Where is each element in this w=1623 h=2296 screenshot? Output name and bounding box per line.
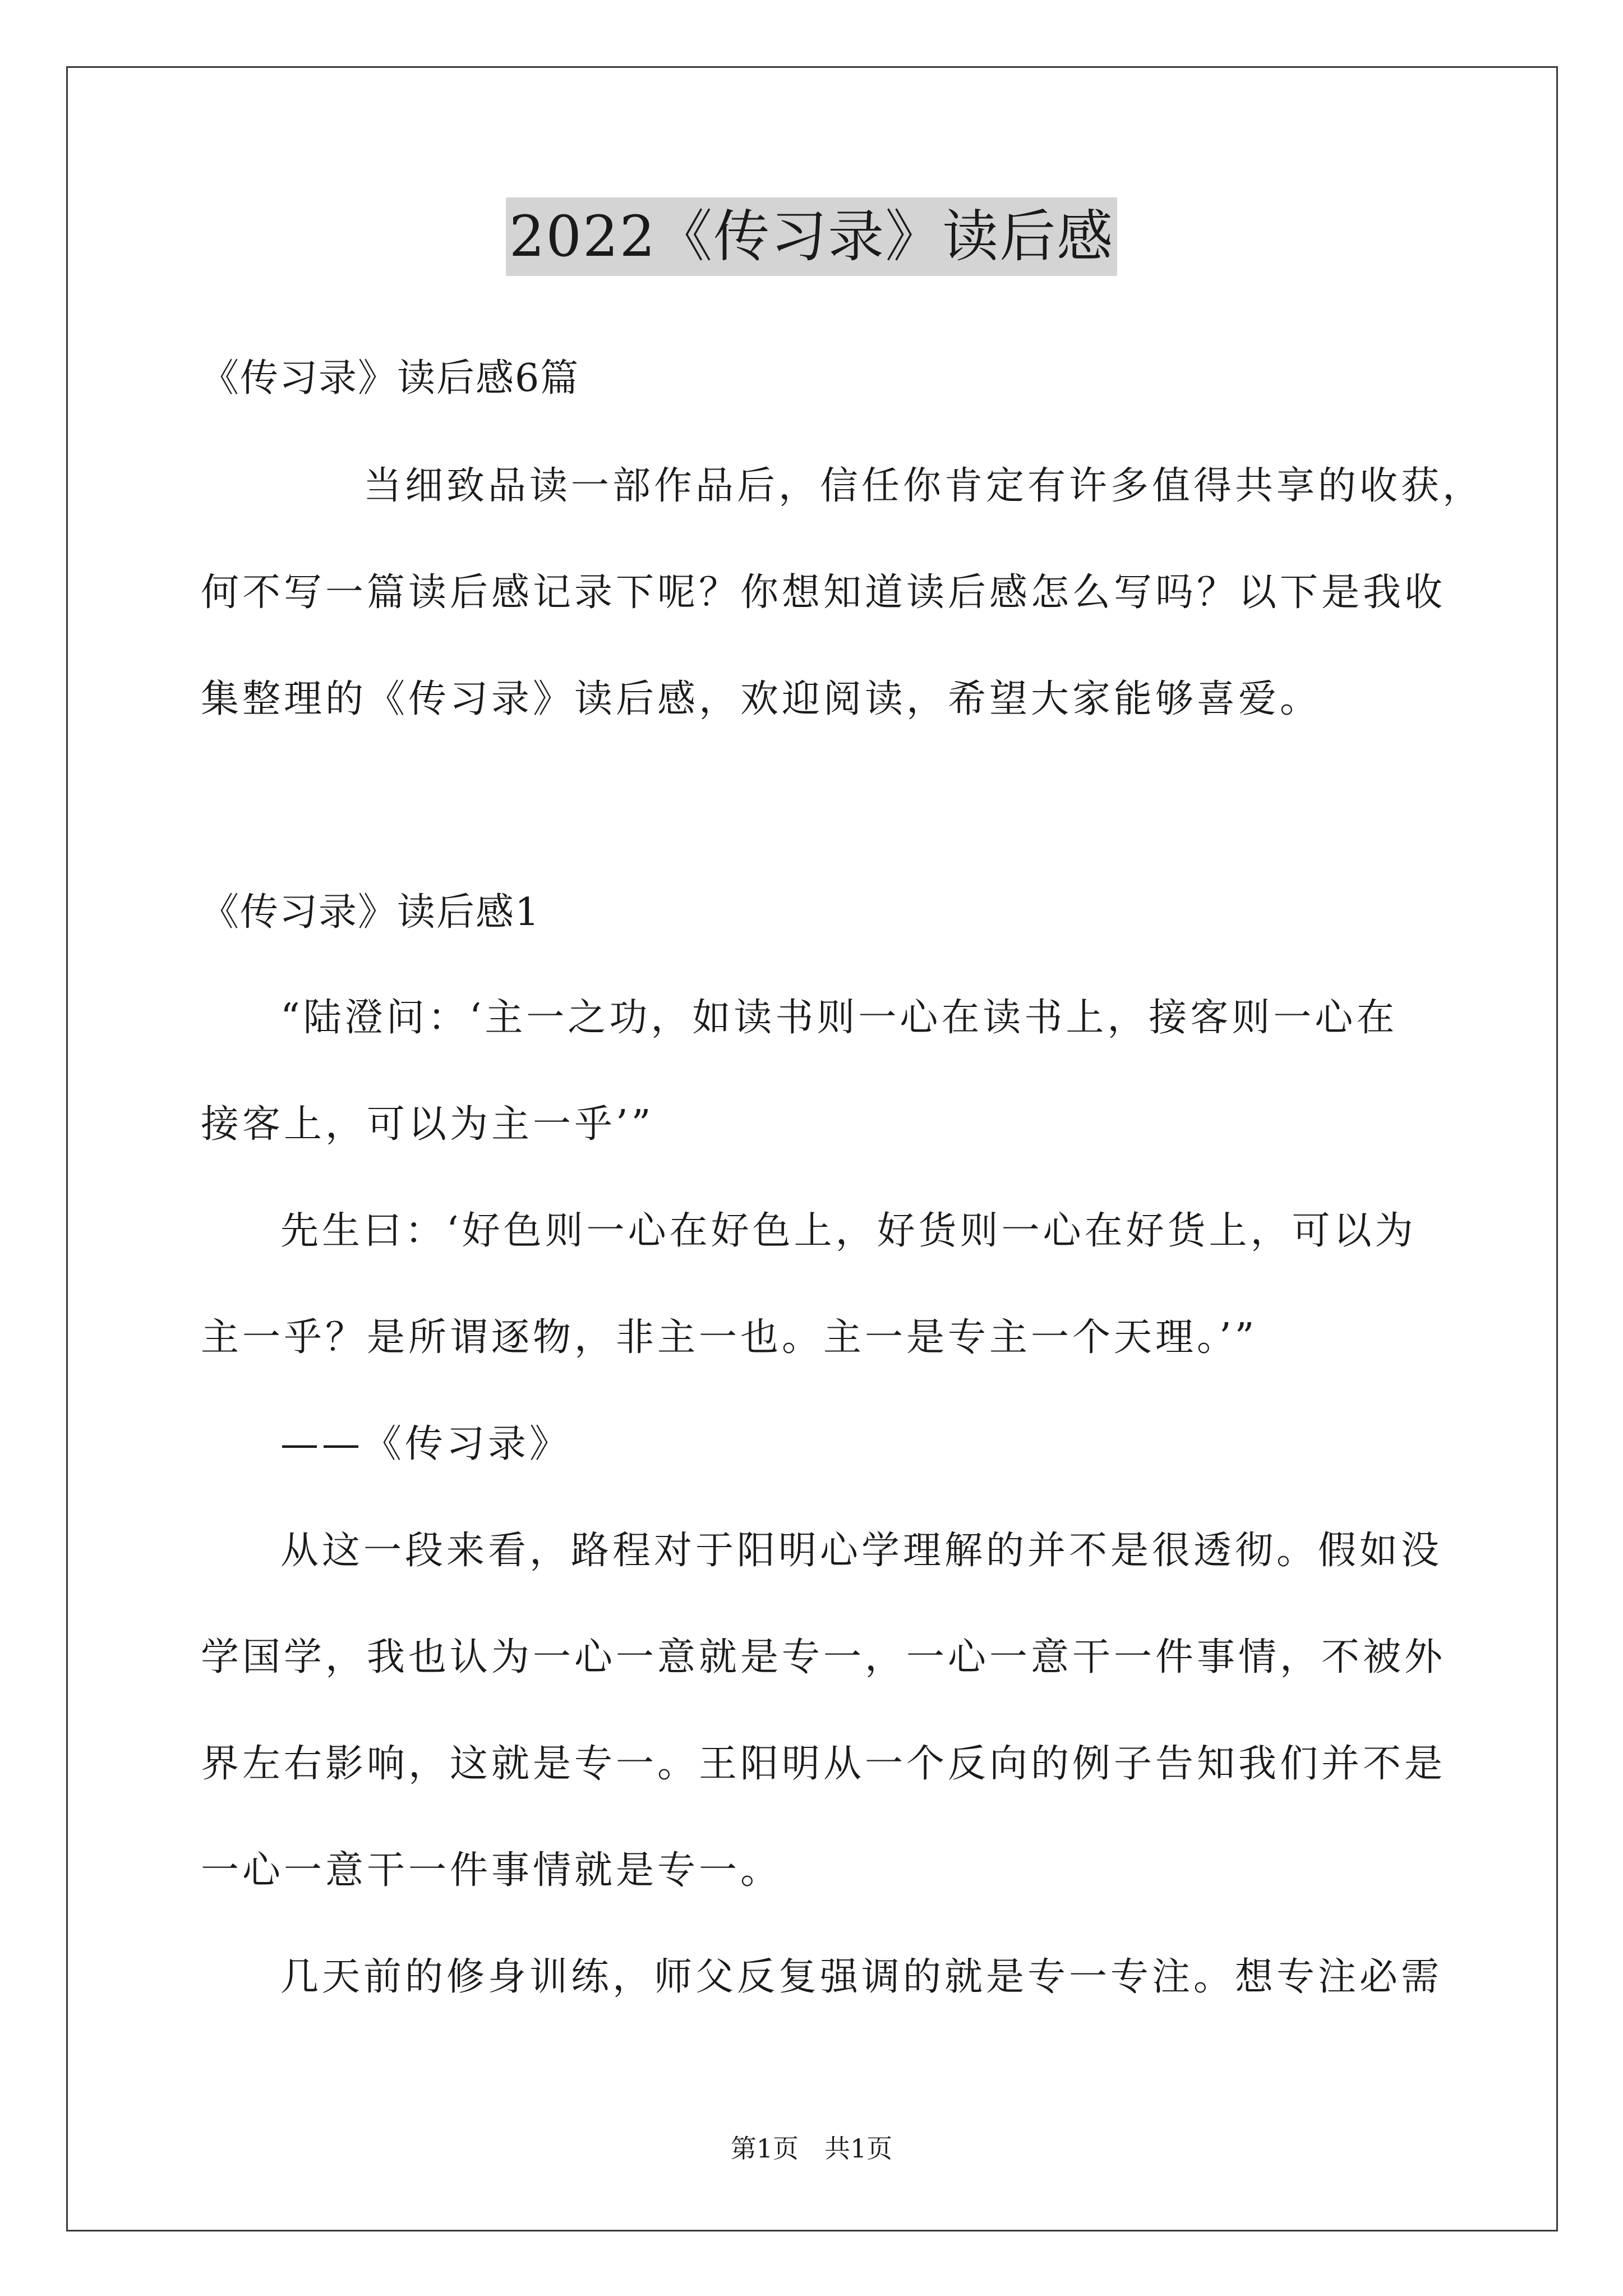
body-line: 主一乎？是所谓逐物，非主一也。主一是专主一个天理。’” [201, 1315, 1258, 1360]
body-line: 先生曰：‘好色则一心在好色上，好货则一心在好货上，可以为 [280, 1209, 1417, 1253]
body-line: ——《传习录》 [280, 1422, 571, 1466]
body-line: 学国学，我也认为一心一意就是专一，一心一意干一件事情，不被外 [201, 1635, 1446, 1680]
section-heading: 《传习录》读后感1 [201, 890, 541, 935]
body-line: 接客上，可以为主一乎’” [201, 1102, 654, 1147]
body-line: 界左右影响，这就是专一。王阳明从一个反向的例子告知我们并不是 [201, 1742, 1446, 1786]
body-line: 从这一段来看，路程对于阳明心学理解的并不是很透彻。假如没 [280, 1529, 1443, 1573]
intro-line: 当细致品读一部作品后，信任你肯定有许多值得共享的收获， [363, 464, 1484, 508]
page-number-footer: 第1页 共1页 [730, 2133, 893, 2164]
body-line: 一心一意干一件事情就是专一。 [201, 1848, 782, 1893]
document-subtitle: 《传习录》读后感6篇 [201, 356, 580, 401]
intro-line: 何不写一篇读后感记录下呢？你想知道读后感怎么写吗？以下是我收 [201, 570, 1446, 615]
body-line: “陆澄问：‘主一之功，如读书则一心在读书上，接客则一心在 [280, 996, 1398, 1040]
title-container [0, 197, 1623, 276]
body-line: 几天前的修身训练，师父反复强调的就是专一专注。想专注必需 [280, 1955, 1443, 1999]
document-title: 2022《传习录》读后感 [506, 197, 1118, 276]
intro-line: 集整理的《传习录》读后感，欢迎阅读，希望大家能够喜爱。 [201, 677, 1322, 721]
